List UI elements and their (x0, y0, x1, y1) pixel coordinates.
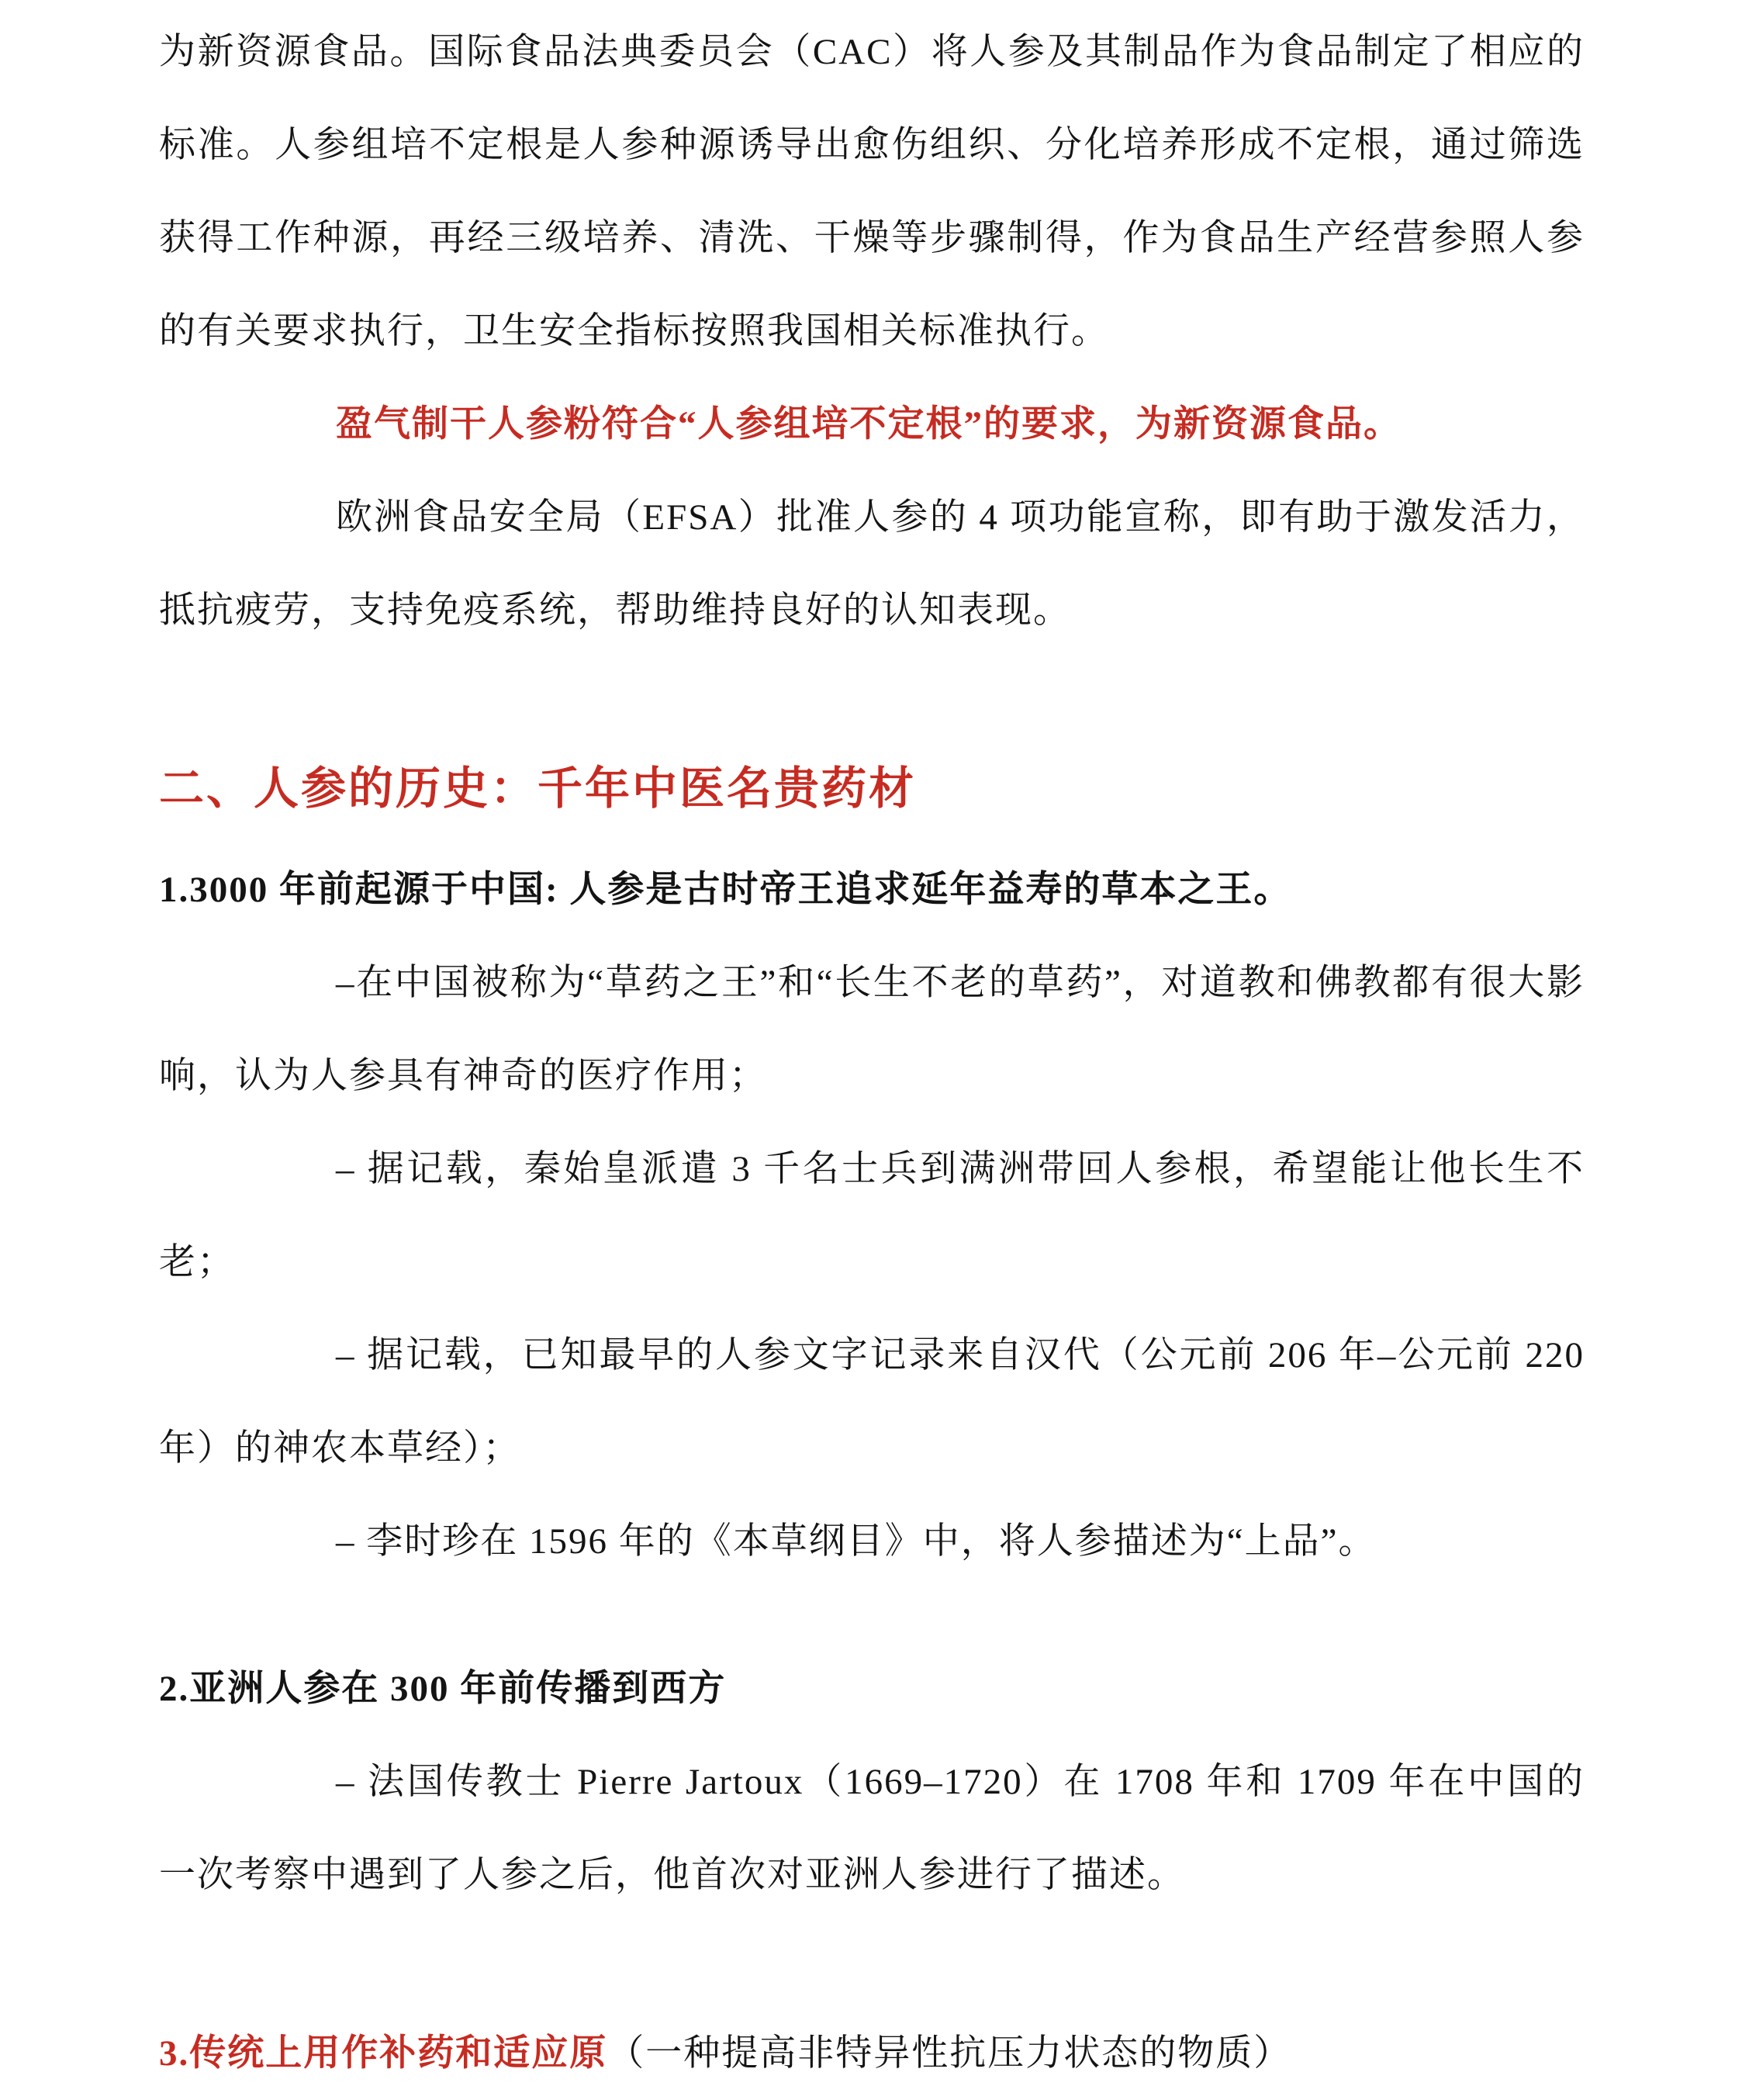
subheading-tonic-adaptogen (159, 2007, 1585, 2100)
bullet-pierre-jartoux: – 法国传教士 Pierre Jartoux（1669–1720）在 1708 年和 1709 年在中国的一次考察中遇到了人参之后，他首次对亚洲人参进行了描述。 (159, 1762, 1585, 1895)
bullet-lishizhen: – 李时珍在 1596 年的《本草纲目》中，将人参描述为“上品”。 (336, 1521, 1377, 1562)
subheading-spread-to-west: 2.亚洲人参在 300 年前传播到西方 (159, 1669, 727, 1709)
bullet-han-dynasty-record: – 据记载，已知最早的人参文字记录来自汉代（公元前 206 年–公元前 220 年）的神农本草经）； (159, 1335, 1585, 1469)
section-heading-history: 二、人参的历史：千年中医名贵药材 (159, 763, 917, 814)
paragraph-efsa: 欧洲食品安全局（EFSA）批准人参的 4 项功能宣称，即有助于激发活力，抵抗疲劳，支持免疫系统，帮助维持良好的认知表现。 (159, 497, 1585, 631)
subheading-tonic-adaptogen-black-text: （一种提高非特异性抗压力状态的物质） (607, 2033, 1292, 2074)
paragraph-continuation: 为新资源食品。国际食品法典委员会（CAC）将人参及其制品作为食品制定了相应的标准。人参组培不定根是人参种源诱导出愈伤组织、分化培养形成不定根，通过筛选获得工作种源，再经三级培养、清洗、干燥等步骤制得，作为食品生产经营参照人参的有关要求执行，卫生安全指标按照我国相关标准执行。 (159, 32, 1585, 351)
subheading-origin-china: 1.3000 年前起源于中国: 人参是古时帝王追求延年益寿的草本之王。 (159, 870, 1292, 910)
paragraph-red-note: 盈气制干人参粉符合“人参组培不定根”的要求，为新资源食品。 (336, 404, 1402, 445)
bullet-qinshihuang: – 据记载，秦始皇派遣 3 千名士兵到满洲带回人参根，希望能让他长生不老； (159, 1149, 1585, 1282)
subheading-tonic-adaptogen-red-text: 3.传统上用作补药和适应原 (159, 2033, 608, 2074)
bullet-king-of-herbs: –在中国被称为“草药之王”和“长生不老的草药”，对道教和佛教都有很大影响，认为人参具有神奇的医疗作用； (159, 963, 1585, 1096)
